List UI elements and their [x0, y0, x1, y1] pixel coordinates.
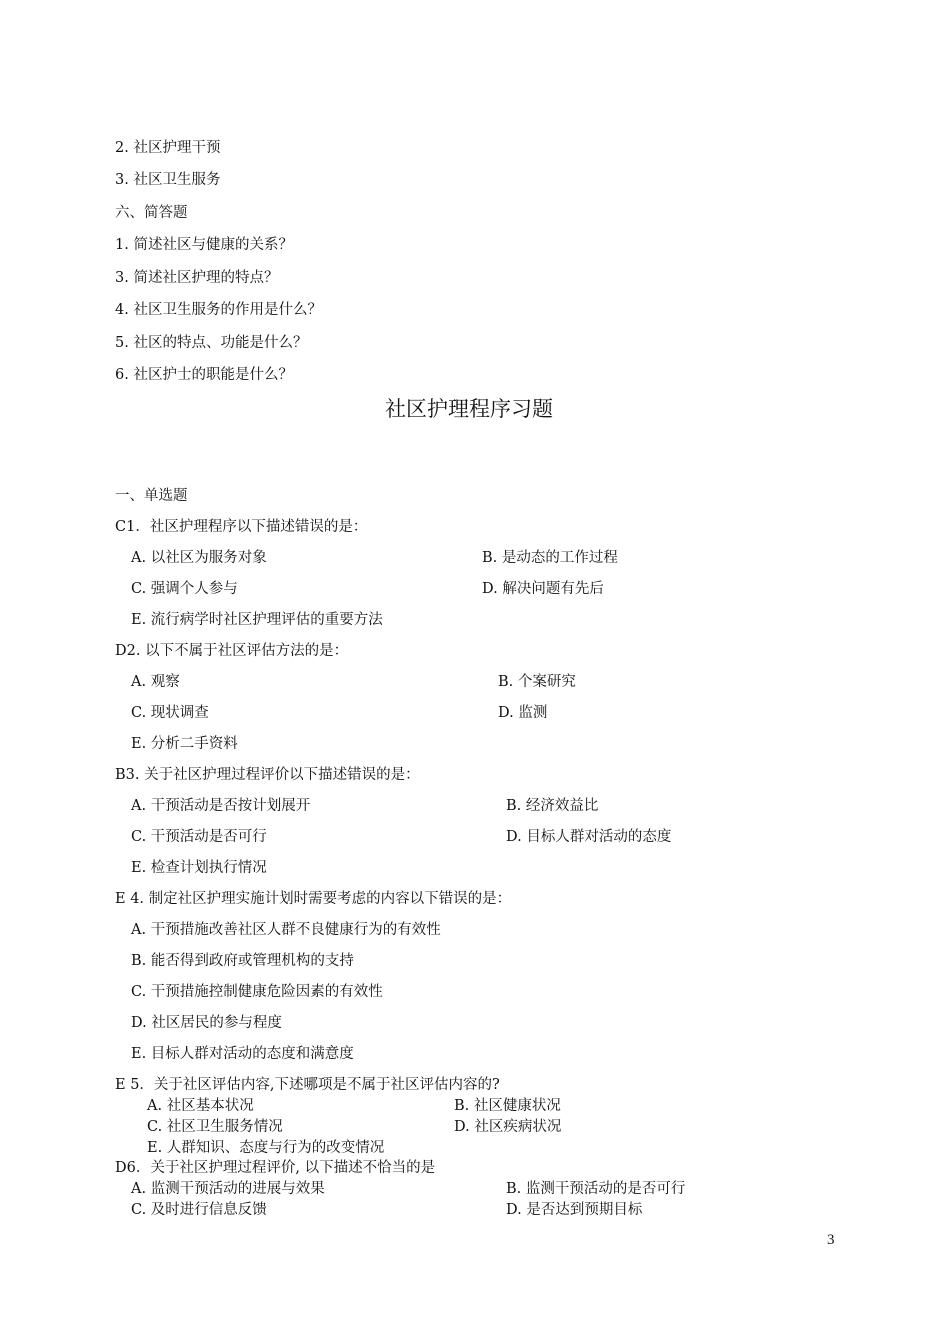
option-a: A. 干预活动是否按计划展开 [131, 798, 311, 814]
option-e: E. 人群知识、态度与行为的改变情况 [147, 1140, 385, 1156]
option-d: D. 目标人群对活动的态度 [506, 829, 672, 845]
option-c: C. 强调个人参与 [131, 581, 238, 597]
section-heading-single-choice: 一、单选题 [115, 488, 188, 504]
option-d: D. 社区居民的参与程度 [131, 1015, 282, 1031]
page-title: 社区护理程序习题 [385, 397, 553, 421]
option-a: A. 观察 [131, 674, 180, 690]
option-d: D. 是否达到预期目标 [506, 1202, 643, 1218]
question-stem: E 5．关于社区评估内容,下述哪项是不属于社区评估内容的? [115, 1077, 500, 1093]
section-heading-short-answer: 六、简答题 [115, 205, 188, 221]
page-number: 3 [827, 1232, 835, 1248]
question-stem: C1．社区护理程序以下描述错误的是： [115, 519, 368, 535]
option-c: C. 及时进行信息反馈 [131, 1202, 267, 1218]
option-d: D. 社区疾病状况 [454, 1119, 562, 1135]
prev-item-2: 2. 社区护理干预 [115, 140, 221, 156]
option-c: C. 社区卫生服务情况 [147, 1119, 283, 1135]
option-b: B. 社区健康状况 [454, 1098, 561, 1114]
option-b: B. 监测干预活动的是否可行 [506, 1181, 686, 1197]
option-e: E. 检查计划执行情况 [131, 860, 267, 876]
short-answer-question: 4. 社区卫生服务的作用是什么？ [115, 302, 322, 318]
question-stem: B3. 关于社区护理过程评价以下描述错误的是： [115, 767, 420, 783]
option-a: A. 社区基本状况 [147, 1098, 254, 1114]
option-c: C. 现状调查 [131, 705, 209, 721]
question-stem: E 4. 制定社区护理实施计划时需要考虑的内容以下错误的是： [115, 891, 512, 907]
option-b: B. 经济效益比 [506, 798, 599, 814]
option-d: D. 解决问题有先后 [482, 581, 604, 597]
option-e: E. 目标人群对活动的态度和满意度 [131, 1046, 354, 1062]
option-a: A. 干预措施改善社区人群不良健康行为的有效性 [131, 922, 441, 938]
option-e: E. 流行病学时社区护理评估的重要方法 [131, 612, 383, 628]
question-stem: D2. 以下不属于社区评估方法的是： [115, 643, 349, 659]
short-answer-question: 3. 简述社区护理的特点？ [115, 270, 279, 286]
prev-item-3: 3. 社区卫生服务 [115, 172, 221, 188]
option-c: C. 干预措施控制健康危险因素的有效性 [131, 984, 383, 1000]
question-stem: D6．关于社区护理过程评价, 以下描述不恰当的是 [115, 1160, 436, 1176]
option-d: D. 监测 [498, 705, 548, 721]
option-a: A. 以社区为服务对象 [131, 550, 267, 566]
option-c: C. 干预活动是否可行 [131, 829, 267, 845]
option-a: A. 监测干预活动的进展与效果 [131, 1181, 325, 1197]
option-b: B. 是动态的工作过程 [482, 550, 618, 566]
short-answer-question: 1. 简述社区与健康的关系？ [115, 237, 293, 253]
short-answer-question: 6. 社区护士的职能是什么？ [115, 367, 293, 383]
option-e: E. 分析二手资料 [131, 736, 238, 752]
option-b: B. 能否得到政府或管理机构的支持 [131, 953, 354, 969]
option-b: B. 个案研究 [498, 674, 576, 690]
short-answer-question: 5. 社区的特点、功能是什么？ [115, 335, 308, 351]
